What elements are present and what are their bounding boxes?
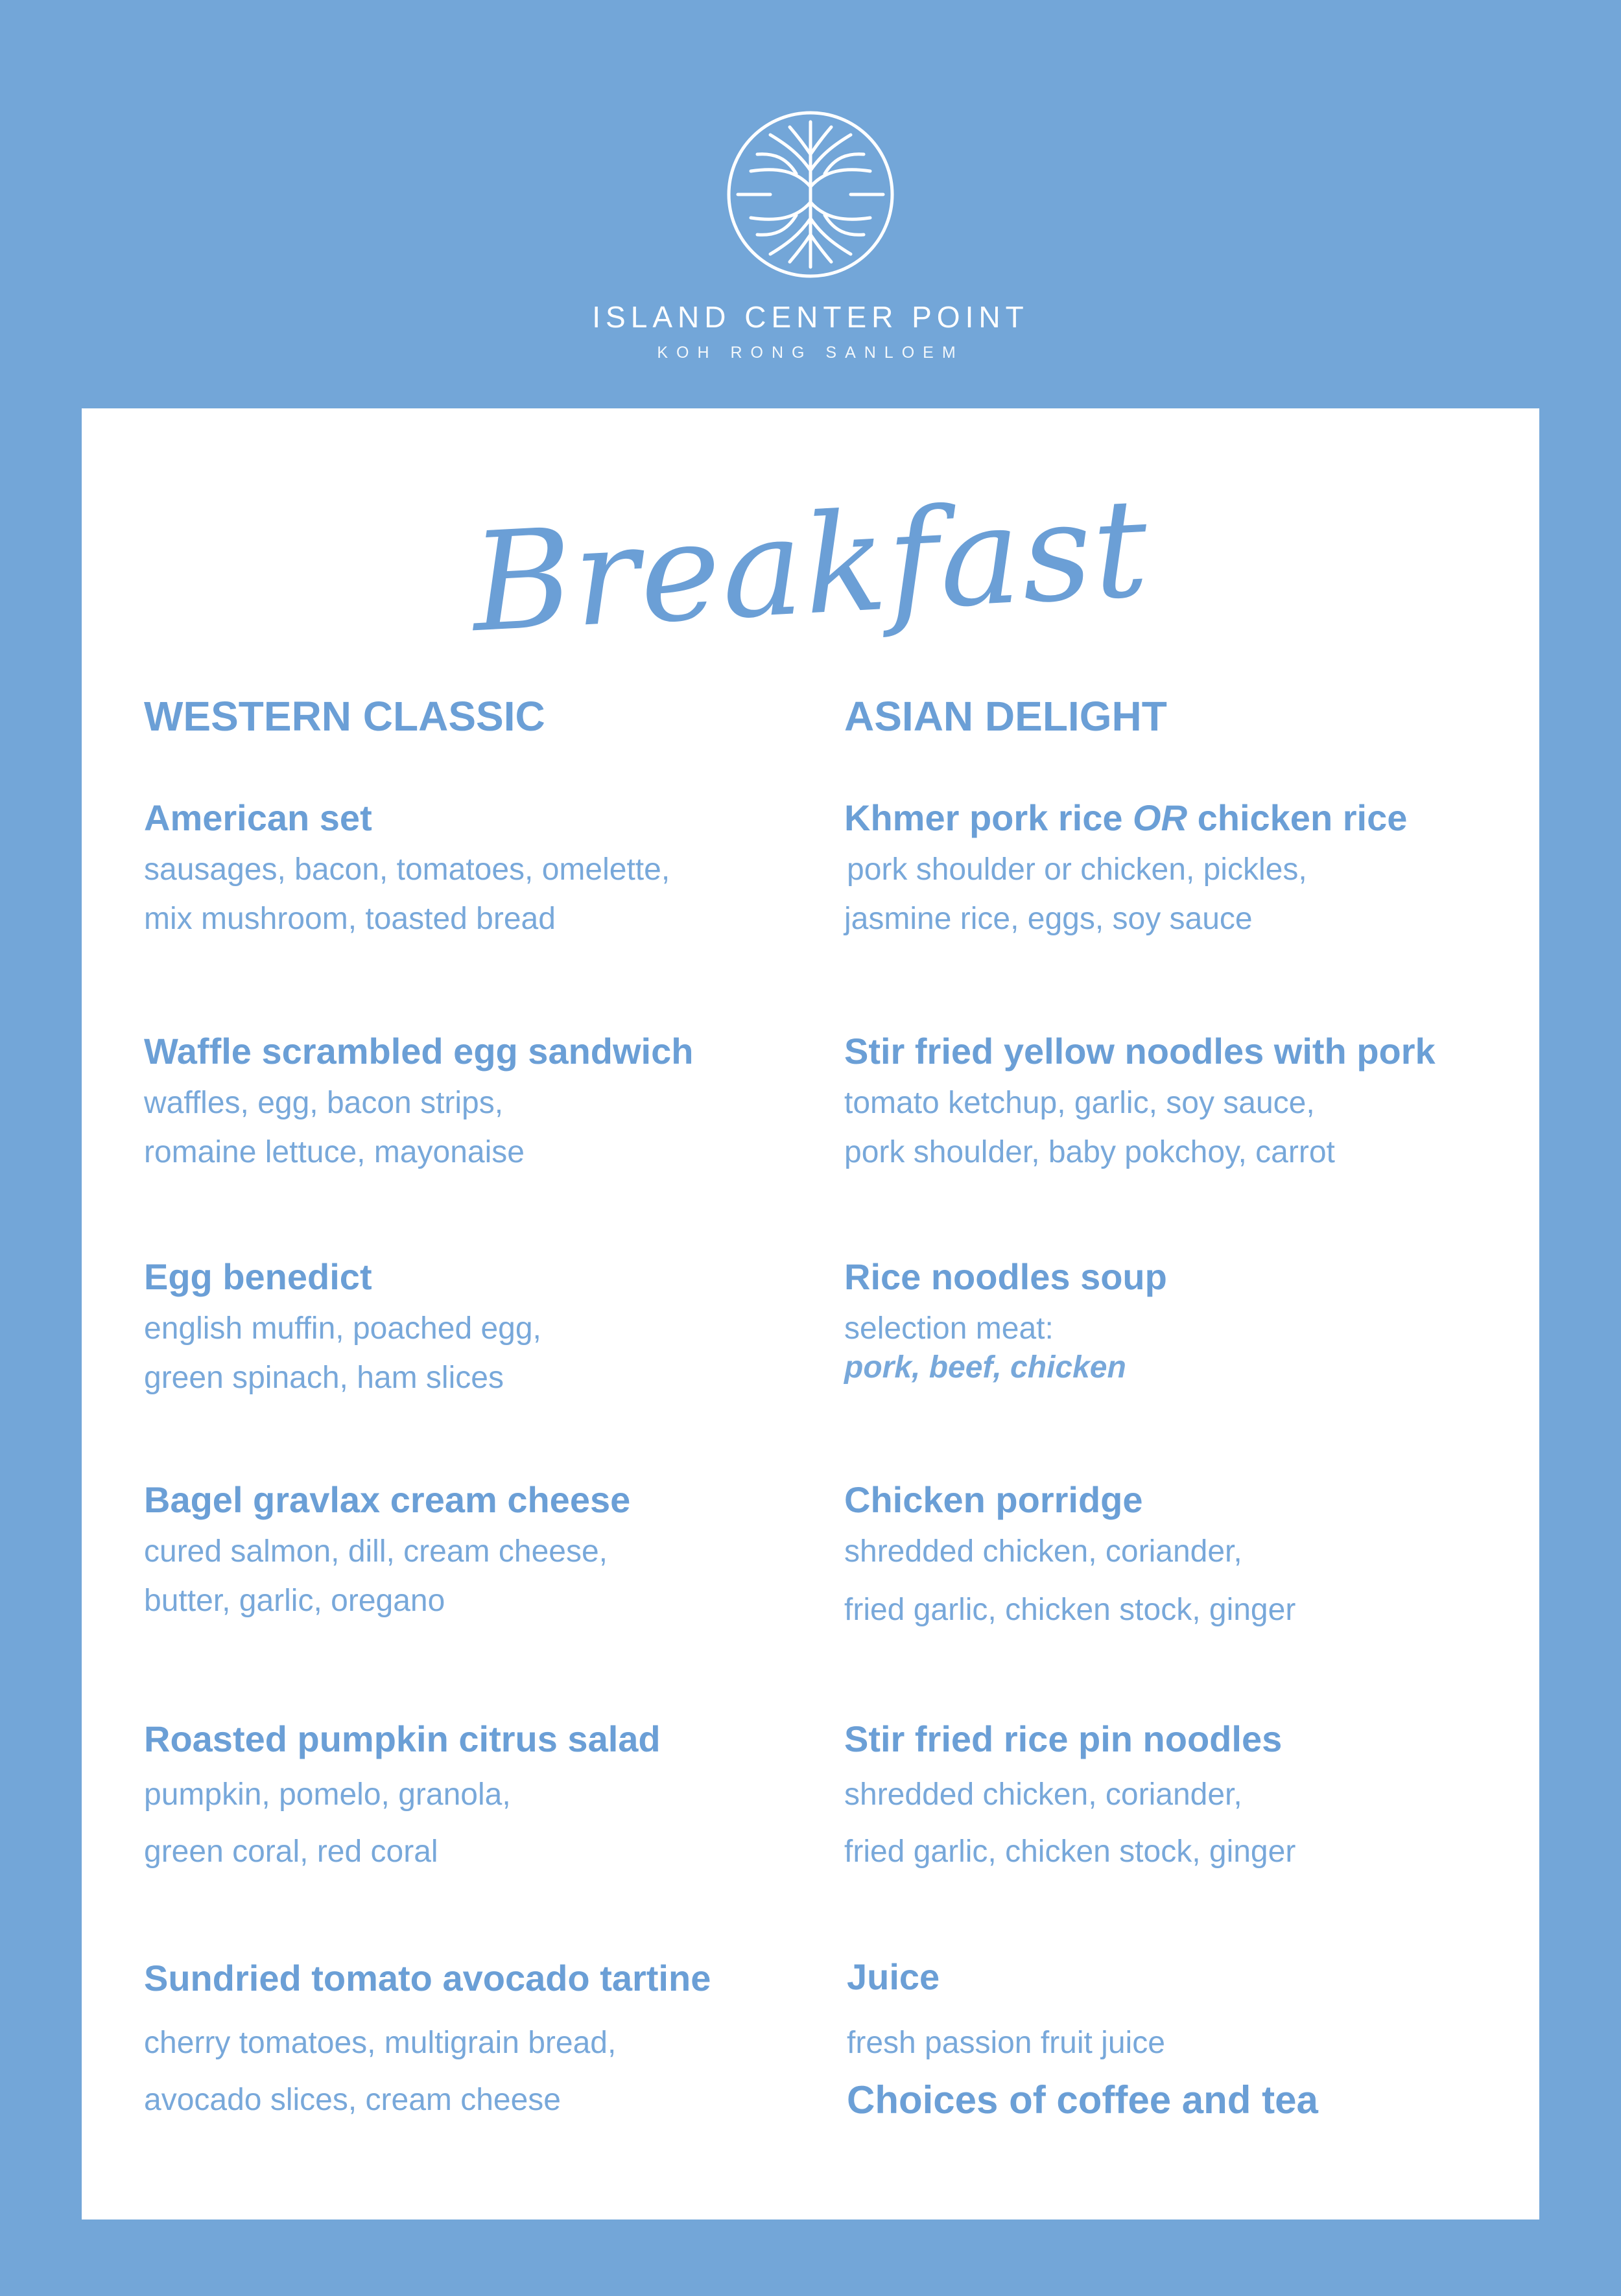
item-name: Sundried tomato avocado tartine [144, 1958, 711, 1998]
item-name-part: Khmer pork rice [844, 797, 1133, 838]
item-name: Rice noodles soup [844, 1256, 1167, 1297]
item-name: Roasted pumpkin citrus salad [144, 1718, 661, 1759]
item-description: romaine lettuce, mayonaise [144, 1135, 525, 1169]
header [0, 0, 1621, 408]
item-name: Waffle scrambled egg sandwich [144, 1031, 694, 1072]
item-description: cured salmon, dill, cream cheese, [144, 1534, 608, 1569]
item-description: jasmine rice, eggs, soy sauce [844, 902, 1253, 936]
item-name-part: chicken rice [1187, 797, 1408, 838]
western-heading: WESTERN CLASSIC [144, 693, 545, 740]
asian-heading: ASIAN DELIGHT [844, 693, 1167, 740]
item-description: sausages, bacon, tomatoes, omelette, [144, 852, 670, 887]
item-description: fried garlic, chicken stock, ginger [844, 1834, 1296, 1869]
brand-location: KOH RONG SANLOEM [657, 344, 964, 362]
item-name: Egg benedict [144, 1256, 372, 1297]
item-description: mix mushroom, toasted bread [144, 902, 556, 936]
item-description: pork shoulder or chicken, pickles, [847, 852, 1307, 887]
item-name: Juice [847, 1956, 940, 1997]
menu-item [847, 1950, 1508, 2129]
item-description: shredded chicken, coriander, [844, 1534, 1242, 1569]
item-name-or: OR [1133, 797, 1188, 838]
menu-item [144, 791, 831, 944]
menu-item [144, 1024, 831, 1177]
item-description: pork shoulder, baby pokchoy, carrot [844, 1135, 1335, 1169]
item-name: Bagel gravlax cream cheese [144, 1479, 631, 1520]
item-description: green spinach, ham slices [144, 1361, 504, 1395]
item-description: selection meat: [844, 1311, 1054, 1346]
item-name: American set [144, 797, 372, 838]
item-name: Stir fried yellow noodles with pork [844, 1031, 1436, 1072]
menu-item [144, 1250, 831, 1403]
item-name [844, 791, 1506, 845]
item-description: fried garlic, chicken stock, ginger [844, 1593, 1296, 1627]
menu-item [144, 1473, 831, 1626]
brand-name: ISLAND CENTER POINT [592, 300, 1029, 334]
menu-item [844, 1024, 1506, 1177]
item-description: cherry tomatoes, multigrain bread, [144, 2026, 617, 2060]
item-description: tomato ketchup, garlic, soy sauce, [844, 1086, 1315, 1120]
item-description: waffles, egg, bacon strips, [144, 1086, 504, 1120]
item-description: avocado slices, cream cheese [144, 2083, 561, 2117]
menu-title: Breakfast [468, 468, 1153, 663]
menu-item [144, 1951, 831, 2129]
item-name: Stir fried rice pin noodles [844, 1718, 1283, 1759]
item-description: pumpkin, pomelo, granola, [144, 1777, 511, 1812]
item-name: Chicken porridge [844, 1479, 1143, 1520]
menu-card [82, 408, 1539, 2220]
item-description: shredded chicken, coriander, [844, 1777, 1242, 1812]
item-description: butter, garlic, oregano [144, 1584, 445, 1618]
tree-roots-circle-icon [725, 109, 896, 280]
item-description: fresh passion fruit juice [847, 2026, 1165, 2060]
menu-item [144, 1712, 831, 1880]
item-description: pork, beef, chicken [844, 1350, 1126, 1385]
coffee-tea-note: Choices of coffee and tea [847, 2078, 1318, 2122]
menu-item [844, 1250, 1506, 1388]
menu-item [844, 791, 1506, 944]
item-description: english muffin, poached egg, [144, 1311, 541, 1346]
menu-item [844, 1712, 1506, 1880]
menu-item [844, 1473, 1506, 1635]
item-description: green coral, red coral [144, 1834, 438, 1869]
